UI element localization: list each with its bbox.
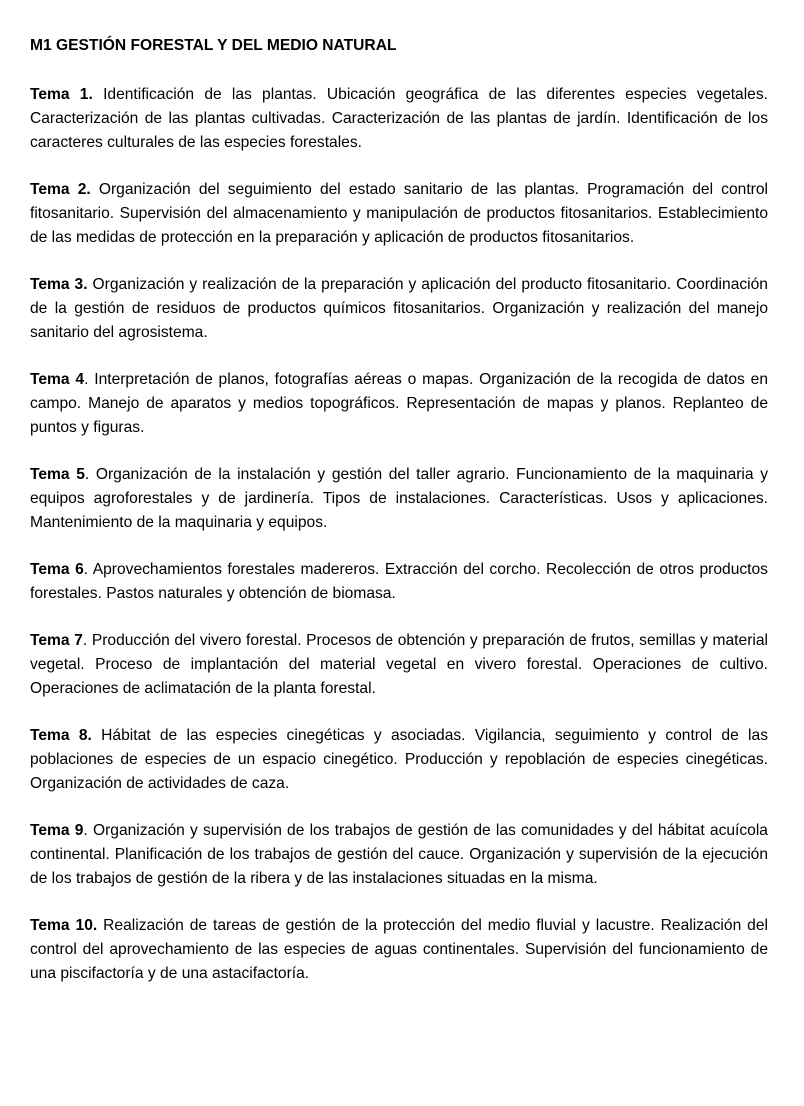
tema-list [30, 83, 768, 986]
tema-label: Tema 2. [30, 181, 91, 198]
tema-text: Hábitat de las especies cinegéticas y asociadas. Vigilancia, seguimiento y control de las poblaciones de especies de un espacio cinegético. Producción y repoblación de especies cinegéticas. Organización de actividades de caza. [30, 727, 768, 792]
tema-paragraph [30, 273, 768, 345]
tema-paragraph [30, 463, 768, 535]
tema-separator: . [82, 632, 92, 649]
tema-text: Interpretación de planos, fotografías aéreas o mapas. Organización de la recogida de datos en campo. Manejo de aparatos y medios topográficos. Representación de mapas y planos. Replanteo de puntos y figuras. [30, 371, 768, 436]
tema-separator [92, 727, 101, 744]
tema-text: Aprovechamientos forestales madereros. Extracción del corcho. Recolección de otros productos forestales. Pastos naturales y obtención de biomasa. [30, 561, 768, 602]
tema-label: Tema 1. [30, 86, 93, 103]
tema-paragraph [30, 819, 768, 891]
tema-separator: . [84, 371, 95, 388]
tema-paragraph [30, 629, 768, 701]
tema-text: Organización de la instalación y gestión del taller agrario. Funcionamiento de la maquinaria y equipos agroforestales y de jardinería. Tipos de instalaciones. Características. Usos y aplicaciones. Mantenimiento de la maquinaria y equipos. [30, 466, 768, 531]
tema-separator [93, 86, 103, 103]
document-title: M1 GESTIÓN FORESTAL Y DEL MEDIO NATURAL [30, 37, 397, 54]
tema-label: Tema 4 [30, 371, 85, 388]
tema-paragraph [30, 724, 768, 796]
tema-text: Producción del vivero forestal. Procesos de obtención y preparación de frutos, semillas y material vegetal. Proceso de implantación del material vegetal en vivero forestal. Operaciones de cultivo. Operaciones de aclimatación de la planta forestal. [30, 632, 768, 697]
tema-text: Organización del seguimiento del estado sanitario de las plantas. Programación del control fitosanitario. Supervisión del almacenamiento y manipulación de productos fitosanitarios. Establecimiento de las medidas de protección en la preparación y aplicación de productos fitosanitarios. [30, 181, 768, 246]
tema-paragraph [30, 83, 768, 155]
tema-text: Realización de tareas de gestión de la protección del medio fluvial y lacustre. Realización del control del aprovechamiento de las especies de aguas continentales. Supervisión del funcionamiento de una piscifactoría y de una astacifactoría. [30, 917, 768, 982]
tema-paragraph [30, 914, 768, 986]
tema-label: Tema 8. [30, 727, 92, 744]
tema-text: Identificación de las plantas. Ubicación geográfica de las diferentes especies vegetales. Caracterización de las plantas cultivadas. Caracterización de las plantas de jardín. Identificación de los caracteres culturales de las especies forestales. [30, 86, 768, 151]
tema-label: Tema 6 [30, 561, 84, 578]
tema-text: Organización y supervisión de los trabajos de gestión de las comunidades y del hábitat acuícola continental. Planificación de los trabajos de gestión del cauce. Organización y supervisión de la ejecución de los trabajos de gestión de la ribera y de las instalaciones situadas en la misma. [30, 822, 768, 887]
tema-paragraph [30, 368, 768, 440]
tema-label: Tema 9 [30, 822, 84, 839]
tema-label: Tema 7 [30, 632, 83, 649]
tema-label: Tema 10. [30, 917, 98, 934]
tema-text: Organización y realización de la preparación y aplicación del producto fitosanitario. Coordinación de la gestión de residuos de productos químicos fitosanitarios. Organización y realización del manejo sanitario del agrosistema. [30, 276, 768, 341]
tema-separator: . [84, 466, 96, 483]
tema-separator: . [83, 822, 93, 839]
tema-label: Tema 5 [30, 466, 85, 483]
tema-label: Tema 3. [30, 276, 88, 293]
tema-paragraph [30, 558, 768, 606]
tema-paragraph [30, 178, 768, 250]
tema-separator [91, 181, 99, 198]
tema-separator: . [83, 561, 93, 578]
